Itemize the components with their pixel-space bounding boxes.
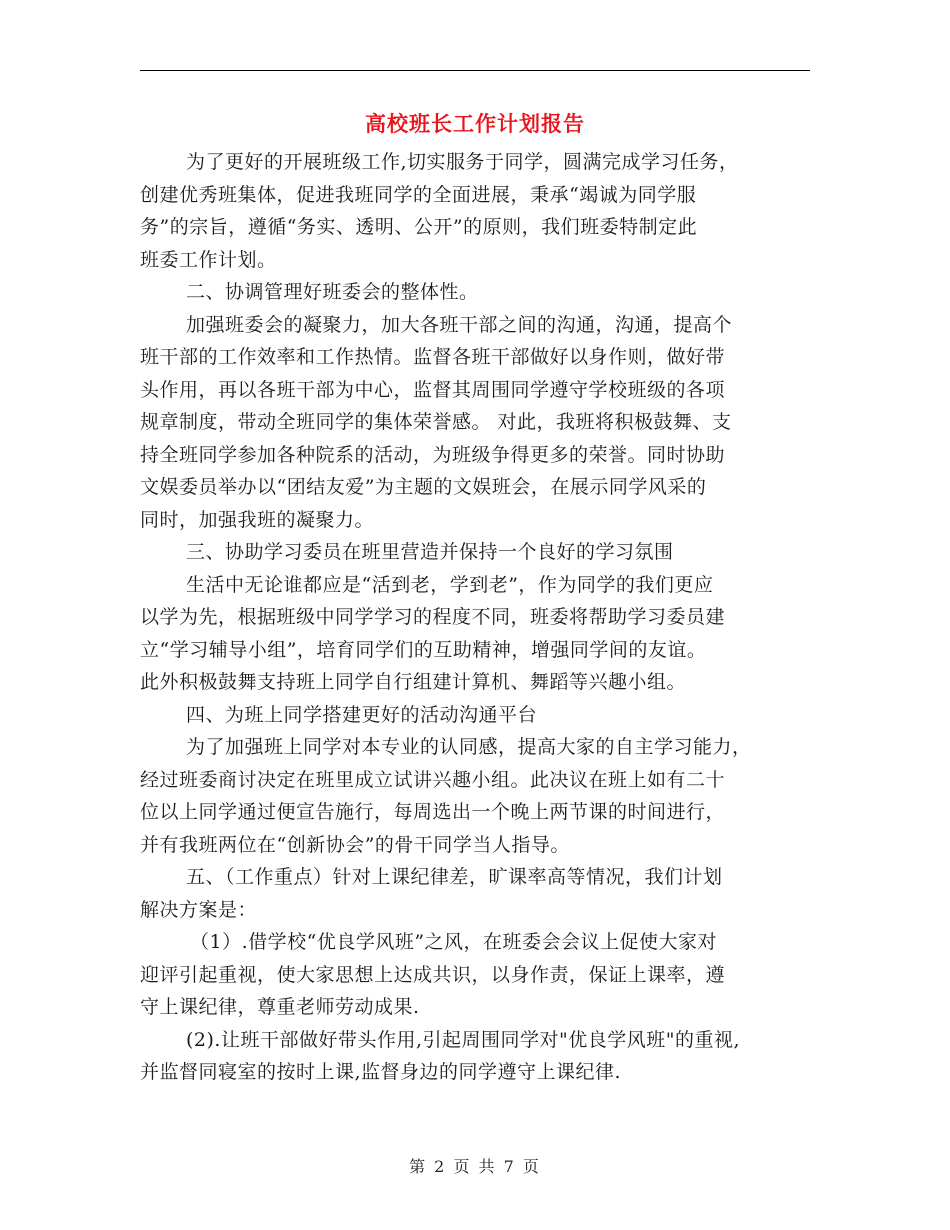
paragraph-line: 创建优秀班集体，促进我班同学的全面进展，秉承“竭诚为同学服 <box>140 183 697 206</box>
paragraph-line: 位以上同学通过便宣告施行，每周选出一个晚上两节课的时间进行， <box>140 801 726 823</box>
header-rule <box>140 70 810 71</box>
section-heading: 四、为班上同学搭建更好的活动沟通平台 <box>186 703 538 726</box>
paragraph-line: 为了加强班上同学对本专业的认同感，提高大家的自主学习能力， <box>186 736 752 758</box>
paragraph-line: 规章制度，带动全班同学的集体荣誉感。 对此，我班将积极鼓舞、支 <box>140 411 732 433</box>
paragraph-line: 头作用，再以各班干部为中心，监督其周围同学遵守学校班级的各项 <box>140 378 726 401</box>
page-number: 第 2 页 共 7 页 <box>409 1157 541 1176</box>
paragraph-line: 迎评引起重视，使大家思想上达成共识，以身作责，保证上课率，遵 <box>140 963 726 986</box>
paragraph-line: 班委工作计划。 <box>140 248 277 271</box>
paragraph-line: 生活中无论谁都应是“活到老，学到老”，作为同学的我们更应 <box>186 573 714 596</box>
paragraph-line: 此外积极鼓舞支持班上同学自行组建计算机、舞蹈等兴趣小组。 <box>140 671 687 693</box>
paragraph-line: 立“学习辅导小组”，培育同学们的互助精神，增强同学间的友谊。 <box>140 638 707 661</box>
section-heading: 三、协助学习委员在班里营造并保持一个良好的学习氛围 <box>186 541 674 563</box>
paragraph-line: 班干部的工作效率和工作热情。监督各班干部做好以身作则，做好带 <box>140 346 726 368</box>
document-body <box>140 146 810 1089</box>
paragraph-line: 为了更好的开展班级工作,切实服务于同学，圆满完成学习任务， <box>186 151 739 173</box>
section-heading: 二、协调管理好班委会的整体性。 <box>186 281 479 303</box>
paragraph-line: 加强班委会的凝聚力，加大各班干部之间的沟通，沟通，提高个 <box>186 313 733 336</box>
paragraph-line: 持全班同学参加各种院系的活动，为班级争得更多的荣誉。同时协助 <box>140 443 726 466</box>
paragraph-line: 并有我班两位在“创新协会”的骨干同学当人指导。 <box>140 833 570 856</box>
paragraph-line: 守上课纪律，尊重老师劳动成果. <box>140 996 420 1018</box>
paragraph-line: 并监督同寝室的按时上课,监督身边的同学遵守上课纪律. <box>140 1061 622 1083</box>
section-heading: 五、（工作重点）针对上课纪律差，旷课率高等情况，我们计划 <box>186 866 723 888</box>
paragraph-line: 务”的宗旨，遵循“务实、透明、公开”的原则，我们班委特制定此 <box>140 216 698 238</box>
paragraph-line: 解决方案是： <box>140 898 258 921</box>
document-title: 高校班长工作计划报告 <box>365 111 585 136</box>
paragraph-line: 同时，加强我班的凝聚力。 <box>140 508 375 531</box>
list-item-line: （1）.借学校“优良学风班”之风，在班委会会议上促使大家对 <box>190 931 718 953</box>
list-item-line: (2).让班干部做好带头作用,引起周围同学对"优良学风班"的重视, <box>186 1028 741 1051</box>
paragraph-line: 文娱委员举办以“团结友爱”为主题的文娱班会，在展示同学风采的 <box>140 476 707 498</box>
paragraph-line: 经过班委商讨决定在班里成立试讲兴趣小组。此决议在班上如有二十 <box>140 768 726 791</box>
paragraph-line: 以学为先，根据班级中同学学习的程度不同，班委将帮助学习委员建 <box>140 606 726 628</box>
